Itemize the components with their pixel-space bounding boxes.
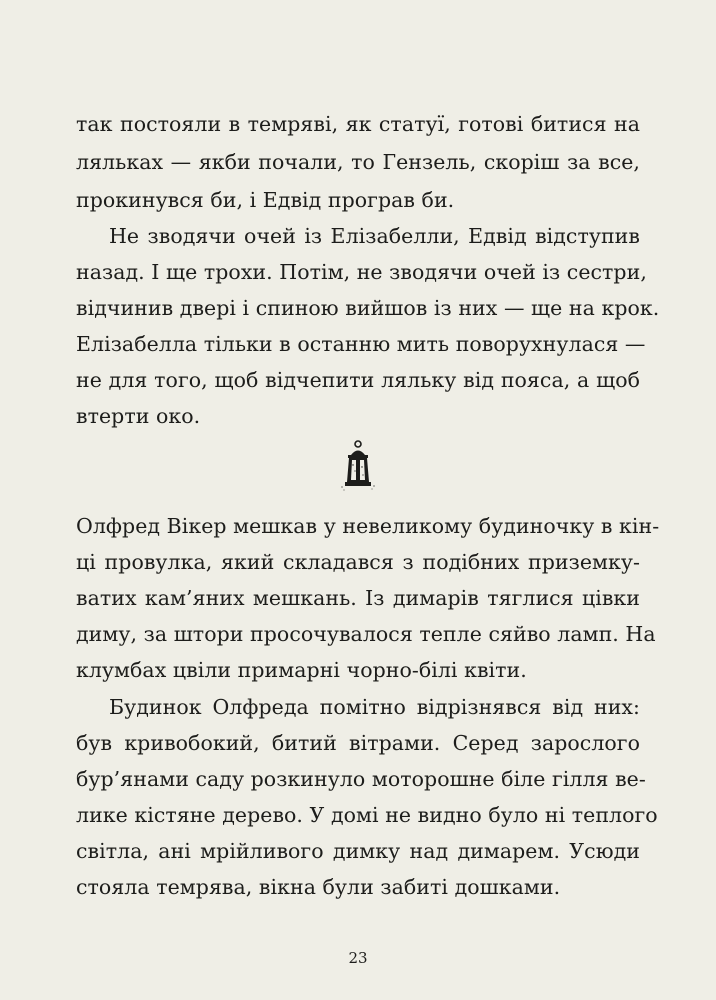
lantern-icon	[339, 440, 377, 492]
text-line: був кривобокий, битий вітрами. Серед зарослого	[76, 731, 640, 755]
text-line: Будинок Олфреда помітно відрізнявся від них:	[109, 695, 640, 719]
text-line: ватих кам’яних мешкань. Із димарів тяглися цівки	[76, 586, 640, 610]
text-line: Не зводячи очей із Елізабелли, Едвід відступив	[109, 224, 640, 248]
text-line: втерти око.	[76, 404, 201, 428]
text-line: відчинив двері і спиною вийшов із них — ще на крок.	[76, 296, 660, 320]
text-line: Елізабелла тільки в останню мить поворухнулася —	[76, 332, 646, 356]
text-line: назад. І ще трохи. Потім, не зводячи очей із сестри,	[76, 260, 647, 284]
text-line: світла, ані мрійливого димку над димарем. Усюди	[76, 839, 640, 863]
text-line: ляльках — якби почали, то Гензель, скоріш за все,	[76, 150, 640, 174]
text-line: ці провулка, який складався з подібних приземку-	[76, 550, 640, 574]
text-line: Олфред Вікер мешкав у невеликому будиночку в кін-	[76, 514, 660, 538]
text-line: лике кістяне дерево. У домі не видно було ні теплого	[76, 803, 658, 827]
text-line: так постояли в темряві, як статуї, готові битися на	[76, 112, 640, 136]
text-line: не для того, щоб відчепити ляльку від пояса, а щоб	[76, 368, 640, 392]
text-line: бур’янами саду розкинуло моторошне біле гілля ве-	[76, 767, 646, 791]
text-line: диму, за штори просочувалося тепле сяйво ламп. На	[76, 622, 656, 646]
text-line: стояла темрява, вікна були забиті дошками.	[76, 875, 561, 899]
text-line: клумбах цвіли примарні чорно-білі квіти.	[76, 658, 527, 682]
text-line: прокинувся би, і Едвід програв би.	[76, 188, 455, 212]
page-number: 23	[348, 949, 368, 967]
